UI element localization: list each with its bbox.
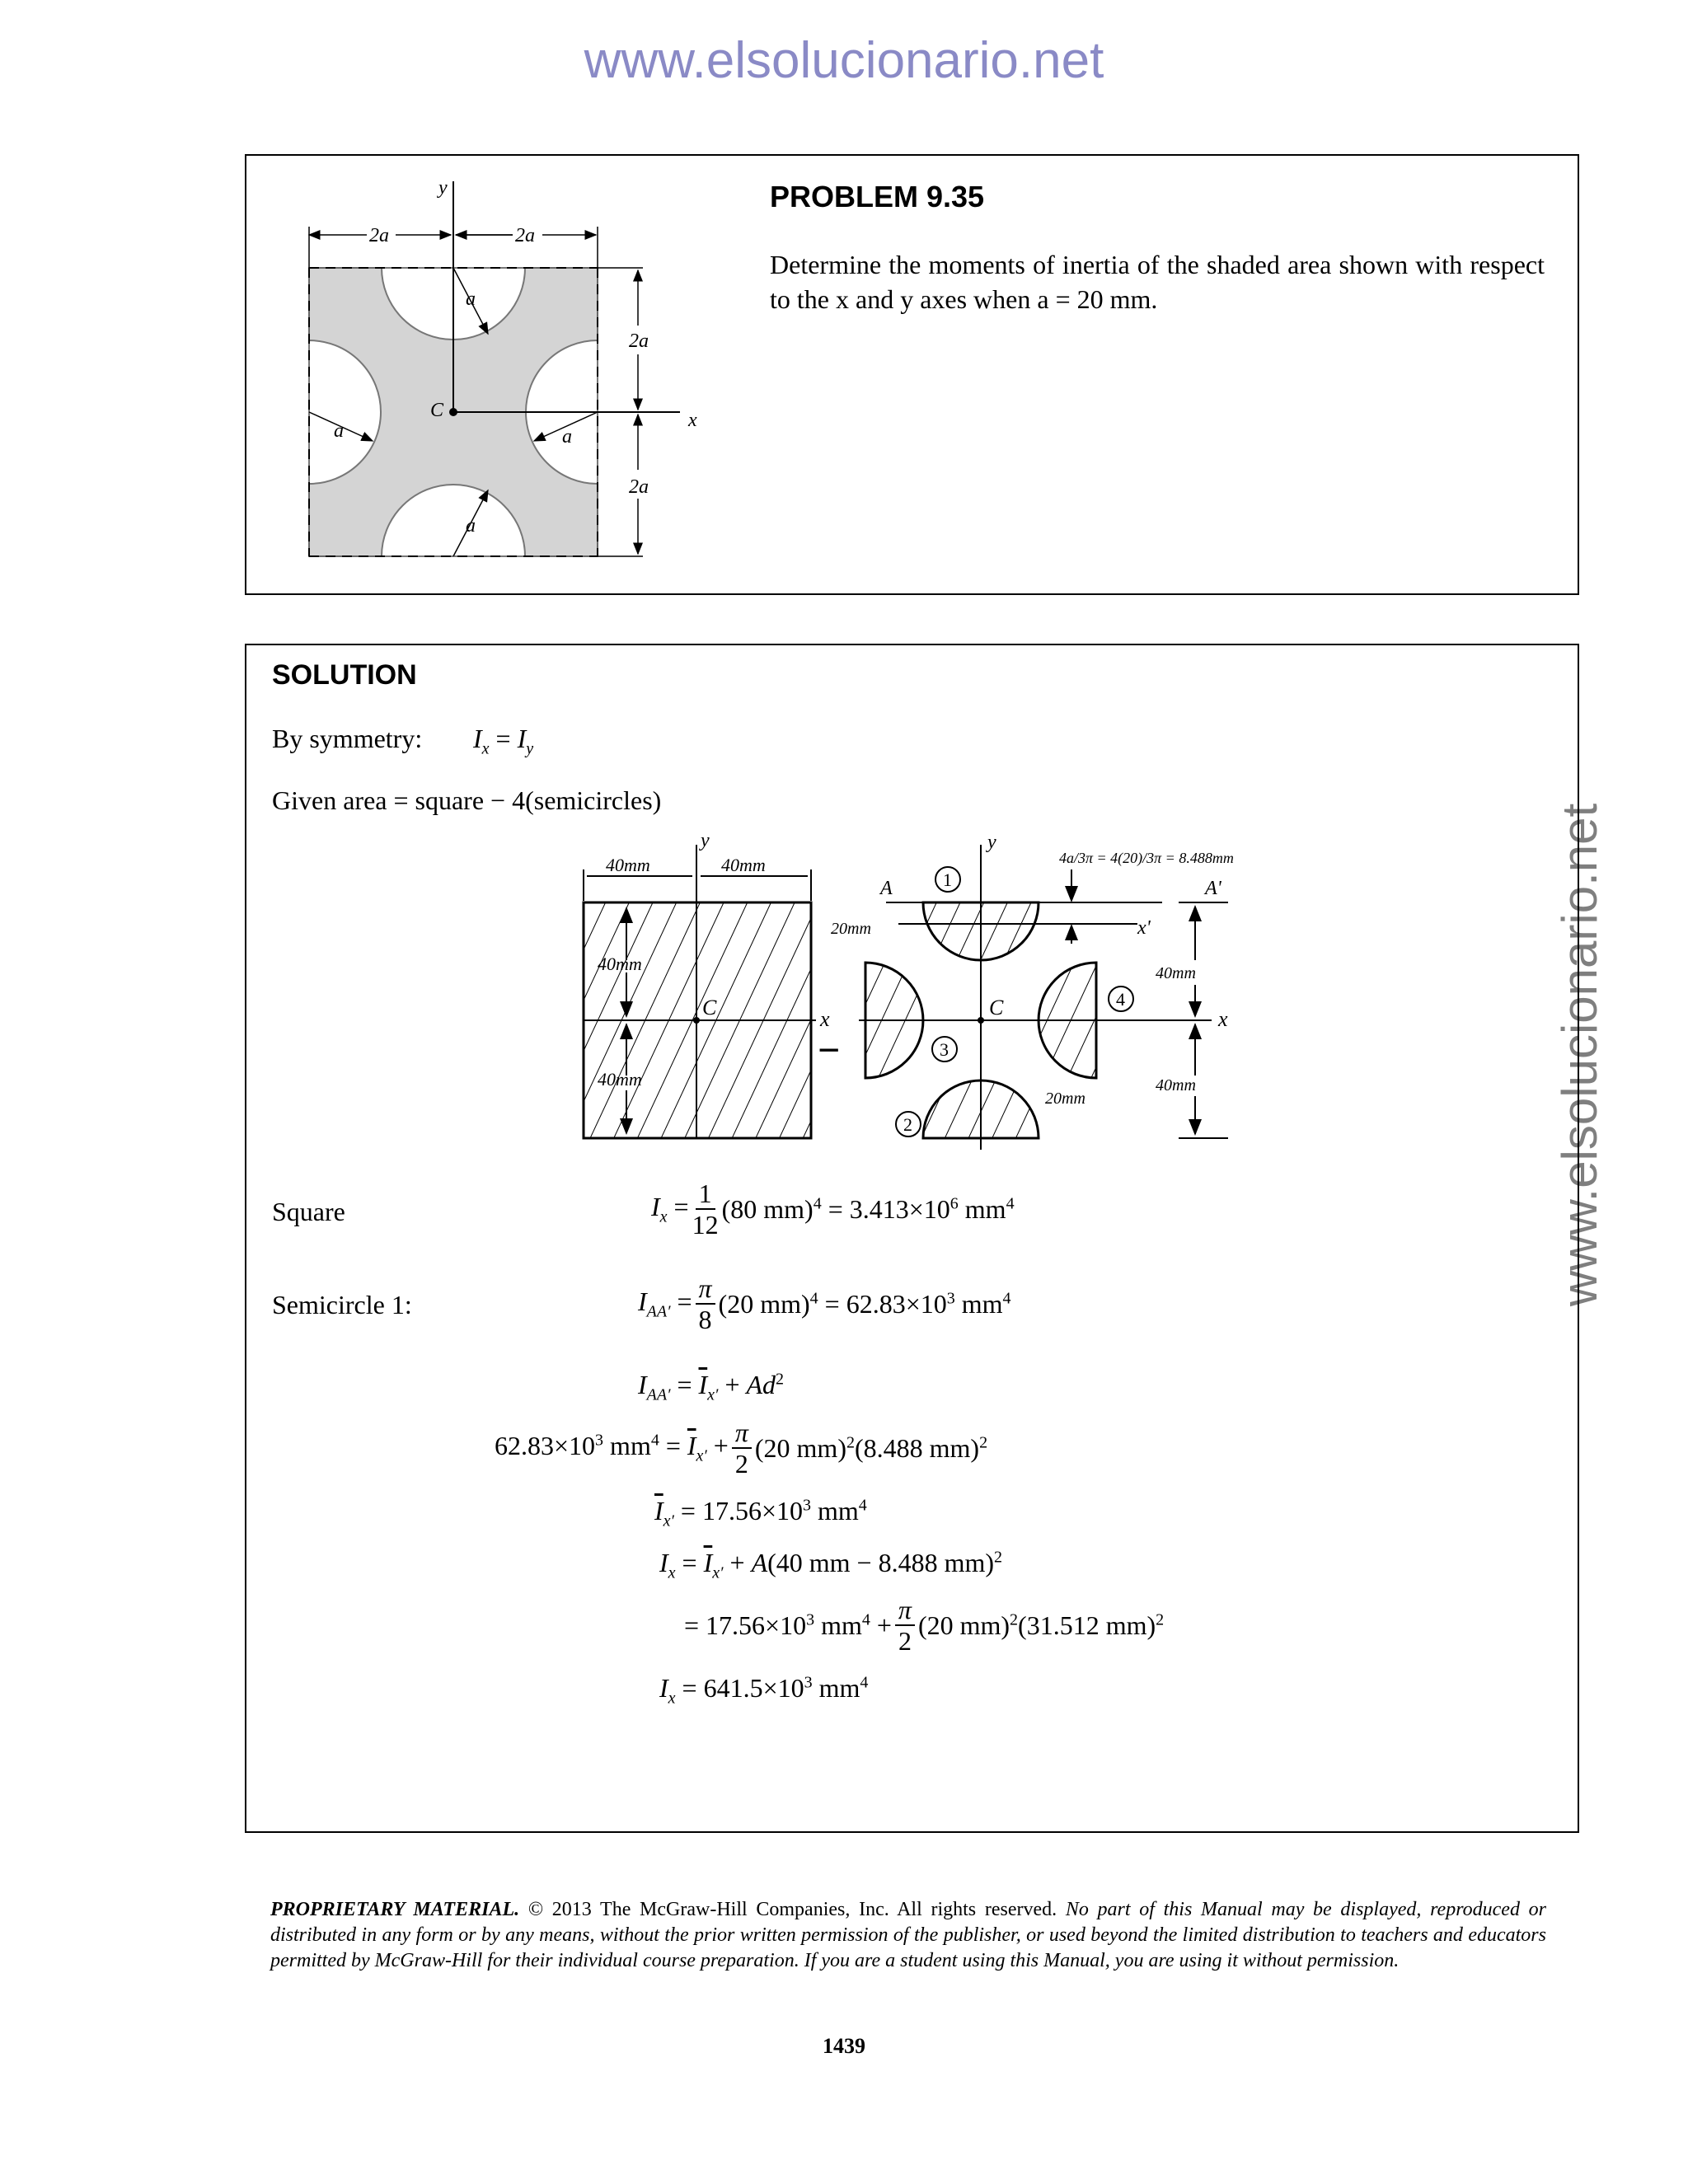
eq-ix-2: = $17.56\times 10^3$ $mm^4$ + $\frac{\pi}{2}$ (20 mm)$^2$(31.512 mm)$^2$ bbox=[684, 1595, 1165, 1656]
eq-substitution: $62.83\times 10^3$ $mm^4 = \overline{I}_{x'}$ + $\frac{\pi}{2}$ (20 mm)$^2$(8.488 mm)$^2$ bbox=[495, 1418, 988, 1479]
eq-parallel-axis: $I_{AA'} = \overline{I}_{x'} + Ad^2$ bbox=[638, 1370, 785, 1404]
eq-square: $I_x$ = $\frac{1}{12}$ (80 $mm)^4 = 3.413\times 10^6$ $mm^4$ bbox=[651, 1179, 1015, 1240]
sketch-label-y: y bbox=[701, 830, 710, 851]
dim-a-right: a bbox=[562, 426, 572, 448]
sketch-num-4: 4 bbox=[1116, 989, 1125, 1010]
eq-iaa: $I_{AA'}$ = $\frac{\pi}{8}$ (20 $mm)^4 = 62.83\times 10^3$ $mm^4$ bbox=[638, 1273, 1011, 1334]
problem-figure bbox=[297, 177, 725, 573]
eq-ix-1: $I_x = \overline{I}_{x'} + A(40$ mm − 8.488 mm)$^2$ bbox=[659, 1548, 1003, 1582]
sketch-label-c: C bbox=[702, 996, 717, 1019]
solution-sketch bbox=[569, 828, 1245, 1154]
dim-2a-left: 2a bbox=[369, 225, 389, 246]
sketch-dim-20mm-1: 20mm bbox=[831, 920, 871, 938]
eq-ixbar: $\overline{I}_{x'} = 17.56\times 10^3$ $mm^4$ bbox=[654, 1496, 867, 1530]
footer-copyright: © 2013 The McGraw-Hill Companies, Inc. All rights reserved. bbox=[528, 1899, 1057, 1920]
watermark-side: www.elsolucionario.net bbox=[1552, 803, 1607, 1307]
sketch-label-x2: x bbox=[1218, 1007, 1228, 1031]
eq-result: $I_x = 641.5\times 10^3$ $mm^4$ bbox=[659, 1673, 869, 1708]
sketch-dim-40mm-right: 40mm bbox=[721, 855, 766, 875]
label-c: C bbox=[430, 400, 444, 421]
dim-2a-upper: 2a bbox=[629, 330, 649, 352]
sketch-dim-40mm-upper: 40mm bbox=[598, 954, 642, 974]
footer-notice-text: No part of this Manual may be displayed, reproduced or distributed in any form or by any means, without the prior written permission of the publisher, or used beyond the limited distribution to teachers and educators permitted by McGraw-Hill for their individual course preparation. If you are a student using this Manual, you are using it without permission. bbox=[270, 1899, 1546, 1971]
sketch-num-2: 2 bbox=[903, 1114, 912, 1135]
problem-text: Determine the moments of inertia of the shaded area shown with respect to the x and y axes when a = 20 mm. bbox=[770, 250, 1545, 314]
dim-a-bottom: a bbox=[466, 515, 476, 537]
sketch-num-1: 1 bbox=[943, 869, 952, 890]
sketch-dim-40mm-left: 40mm bbox=[606, 855, 650, 875]
footer-notice bbox=[270, 1897, 1546, 1974]
sketch-label-y2: y bbox=[987, 832, 996, 853]
label-x: x bbox=[688, 410, 697, 431]
sketch-label-c2: C bbox=[989, 996, 1004, 1019]
symmetry-label: By symmetry: bbox=[272, 724, 423, 753]
sketch-minus: − bbox=[818, 1029, 841, 1072]
sketch-dim-20mm-2: 20mm bbox=[1045, 1090, 1085, 1108]
dim-a-left: a bbox=[334, 420, 344, 442]
sketch-dim-40mm-r2: 40mm bbox=[1156, 1076, 1196, 1094]
sketch-num-3: 3 bbox=[940, 1039, 949, 1060]
symmetry-equation: $I_x = I_y$ bbox=[473, 724, 534, 758]
dim-2a-lower: 2a bbox=[629, 476, 649, 498]
dim-2a-right: 2a bbox=[515, 225, 535, 246]
square-label: Square bbox=[272, 1197, 345, 1226]
page-number: 1439 bbox=[823, 2034, 865, 2058]
sketch-centroid-note: 4a/3π = 4(20)/3π = 8.488mm bbox=[1059, 850, 1234, 866]
given-area: Given area = square − 4(semicircles) bbox=[272, 785, 662, 815]
dim-a-top: a bbox=[466, 288, 476, 310]
sketch-label-x: x bbox=[820, 1007, 830, 1031]
sketch-dim-40mm-r1: 40mm bbox=[1156, 964, 1196, 982]
sketch-label-x-prime: x' bbox=[1137, 917, 1151, 939]
label-y: y bbox=[438, 177, 448, 199]
problem-title: PROBLEM 9.35 bbox=[770, 180, 985, 213]
sketch-dim-40mm-lower: 40mm bbox=[598, 1069, 642, 1090]
sketch-label-a-prime: A' bbox=[1205, 878, 1221, 899]
sketch-label-a: A bbox=[880, 878, 893, 899]
centroid-point bbox=[449, 408, 457, 416]
watermark-top: www.elsolucionario.net bbox=[584, 32, 1104, 89]
semicircle-label: Semicircle 1: bbox=[272, 1290, 412, 1319]
footer-bold-label: PROPRIETARY MATERIAL. bbox=[270, 1899, 520, 1920]
solution-title: SOLUTION bbox=[272, 659, 417, 691]
